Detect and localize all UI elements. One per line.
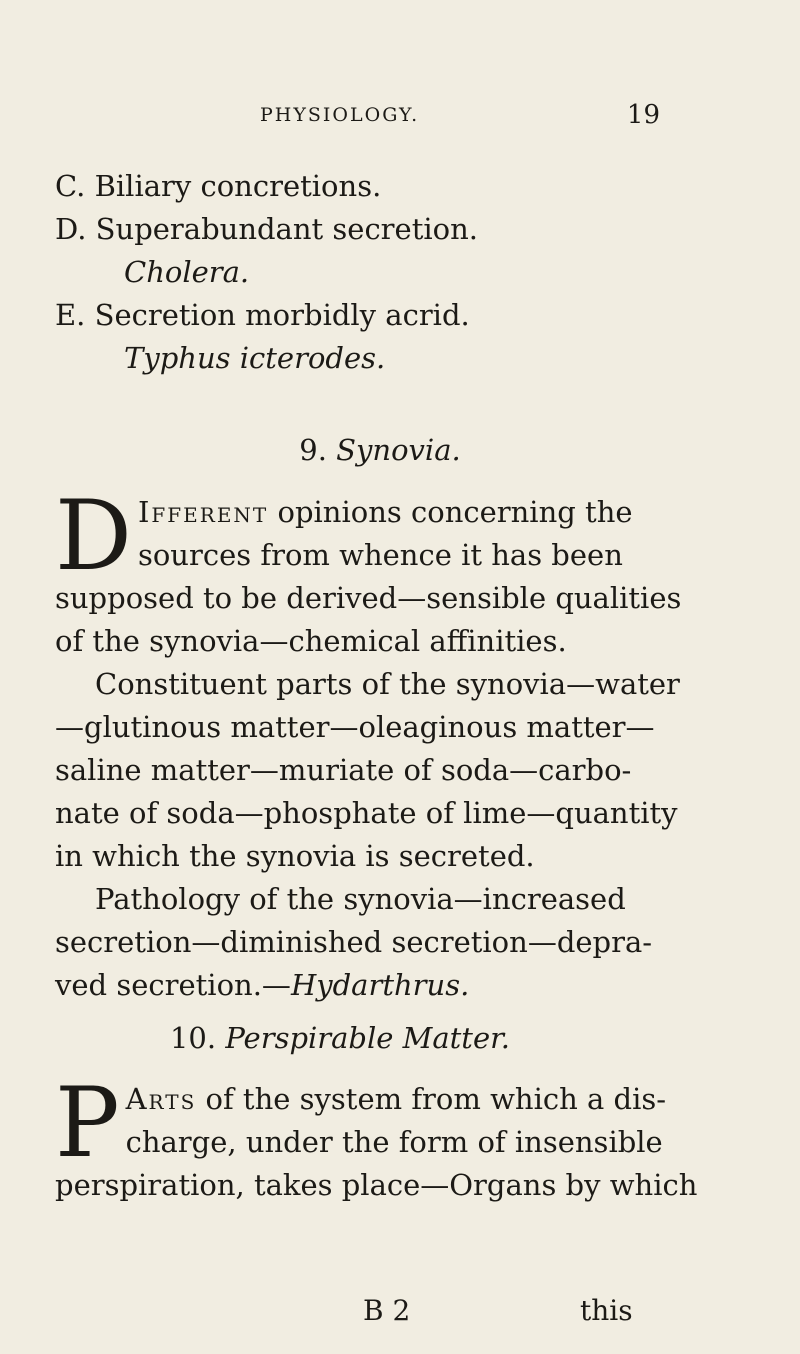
- section-9-line-3: supposed to be derived—sensible qualities: [55, 581, 682, 615]
- section-10-paragraph: [55, 1067, 698, 1207]
- entry-e-example: Typhus icterodes.: [124, 341, 386, 375]
- entry-e: E. Secretion morbidly acrid.: [55, 298, 470, 332]
- section-9-lead-caps: Ifferent: [137, 495, 269, 529]
- section-10-line-3: perspiration, takes place—Organs by which: [55, 1168, 698, 1202]
- section-10-number: 10.: [169, 1021, 217, 1055]
- page-footer: [0, 1294, 800, 1334]
- section-9-line-5: Constituent parts of the synovia—water: [95, 667, 680, 701]
- section-9-heading: [0, 433, 780, 467]
- section-10-dropcap: P: [55, 1067, 120, 1179]
- hydarthrus-term: Hydarthrus.: [290, 968, 470, 1002]
- section-9-line-10: Pathology of the synovia—increased: [95, 882, 626, 916]
- page-header: [260, 100, 660, 136]
- section-9-line-12-text: ved secretion.—: [55, 968, 291, 1002]
- section-9-number: 9.: [299, 433, 327, 467]
- entry-d-example: Cholera.: [124, 255, 250, 289]
- section-9-dropcap: D: [55, 480, 132, 592]
- section-10-lead-caps: Arts: [125, 1082, 197, 1116]
- section-10-line-1-rest: of the system from which a dis-: [196, 1082, 667, 1116]
- section-10-heading: [0, 1021, 740, 1055]
- section-9-line-8: nate of soda—phosphate of lime—quantity: [55, 796, 678, 830]
- entry-d: D. Superabundant secretion.: [55, 212, 478, 246]
- section-9-paragraph: [55, 480, 682, 1007]
- page-number: 19: [626, 100, 660, 130]
- section-9-line-4: of the synovia—chemical affinities.: [55, 624, 567, 658]
- section-9-line-2: sources from whence it has been: [137, 538, 623, 572]
- section-9-line-9: in which the synovia is secreted.: [55, 839, 535, 873]
- signature-mark: B 2: [363, 1294, 411, 1327]
- section-9-title: Synovia.: [336, 433, 461, 467]
- entry-list: [55, 165, 655, 380]
- section-9-line-1: [55, 491, 655, 534]
- catchword: this: [580, 1294, 633, 1327]
- section-10-line-1: [55, 1078, 667, 1121]
- section-10-title: Perspirable Matter.: [225, 1021, 511, 1055]
- section-9-line-11: secretion—diminished secretion—depra-: [55, 925, 653, 959]
- section-9-line-12: [55, 964, 655, 1007]
- section-9-line-6: —glutinous matter—oleaginous matter—: [55, 710, 655, 744]
- section-9-line-7: saline matter—muriate of soda—carbo-: [55, 753, 632, 787]
- entry-c: C. Biliary concretions.: [55, 169, 382, 203]
- running-head: PHYSIOLOGY.: [260, 104, 420, 126]
- section-10-line-2: charge, under the form of insensible: [125, 1125, 663, 1159]
- section-9-line-1-rest: opinions concerning the: [268, 495, 633, 529]
